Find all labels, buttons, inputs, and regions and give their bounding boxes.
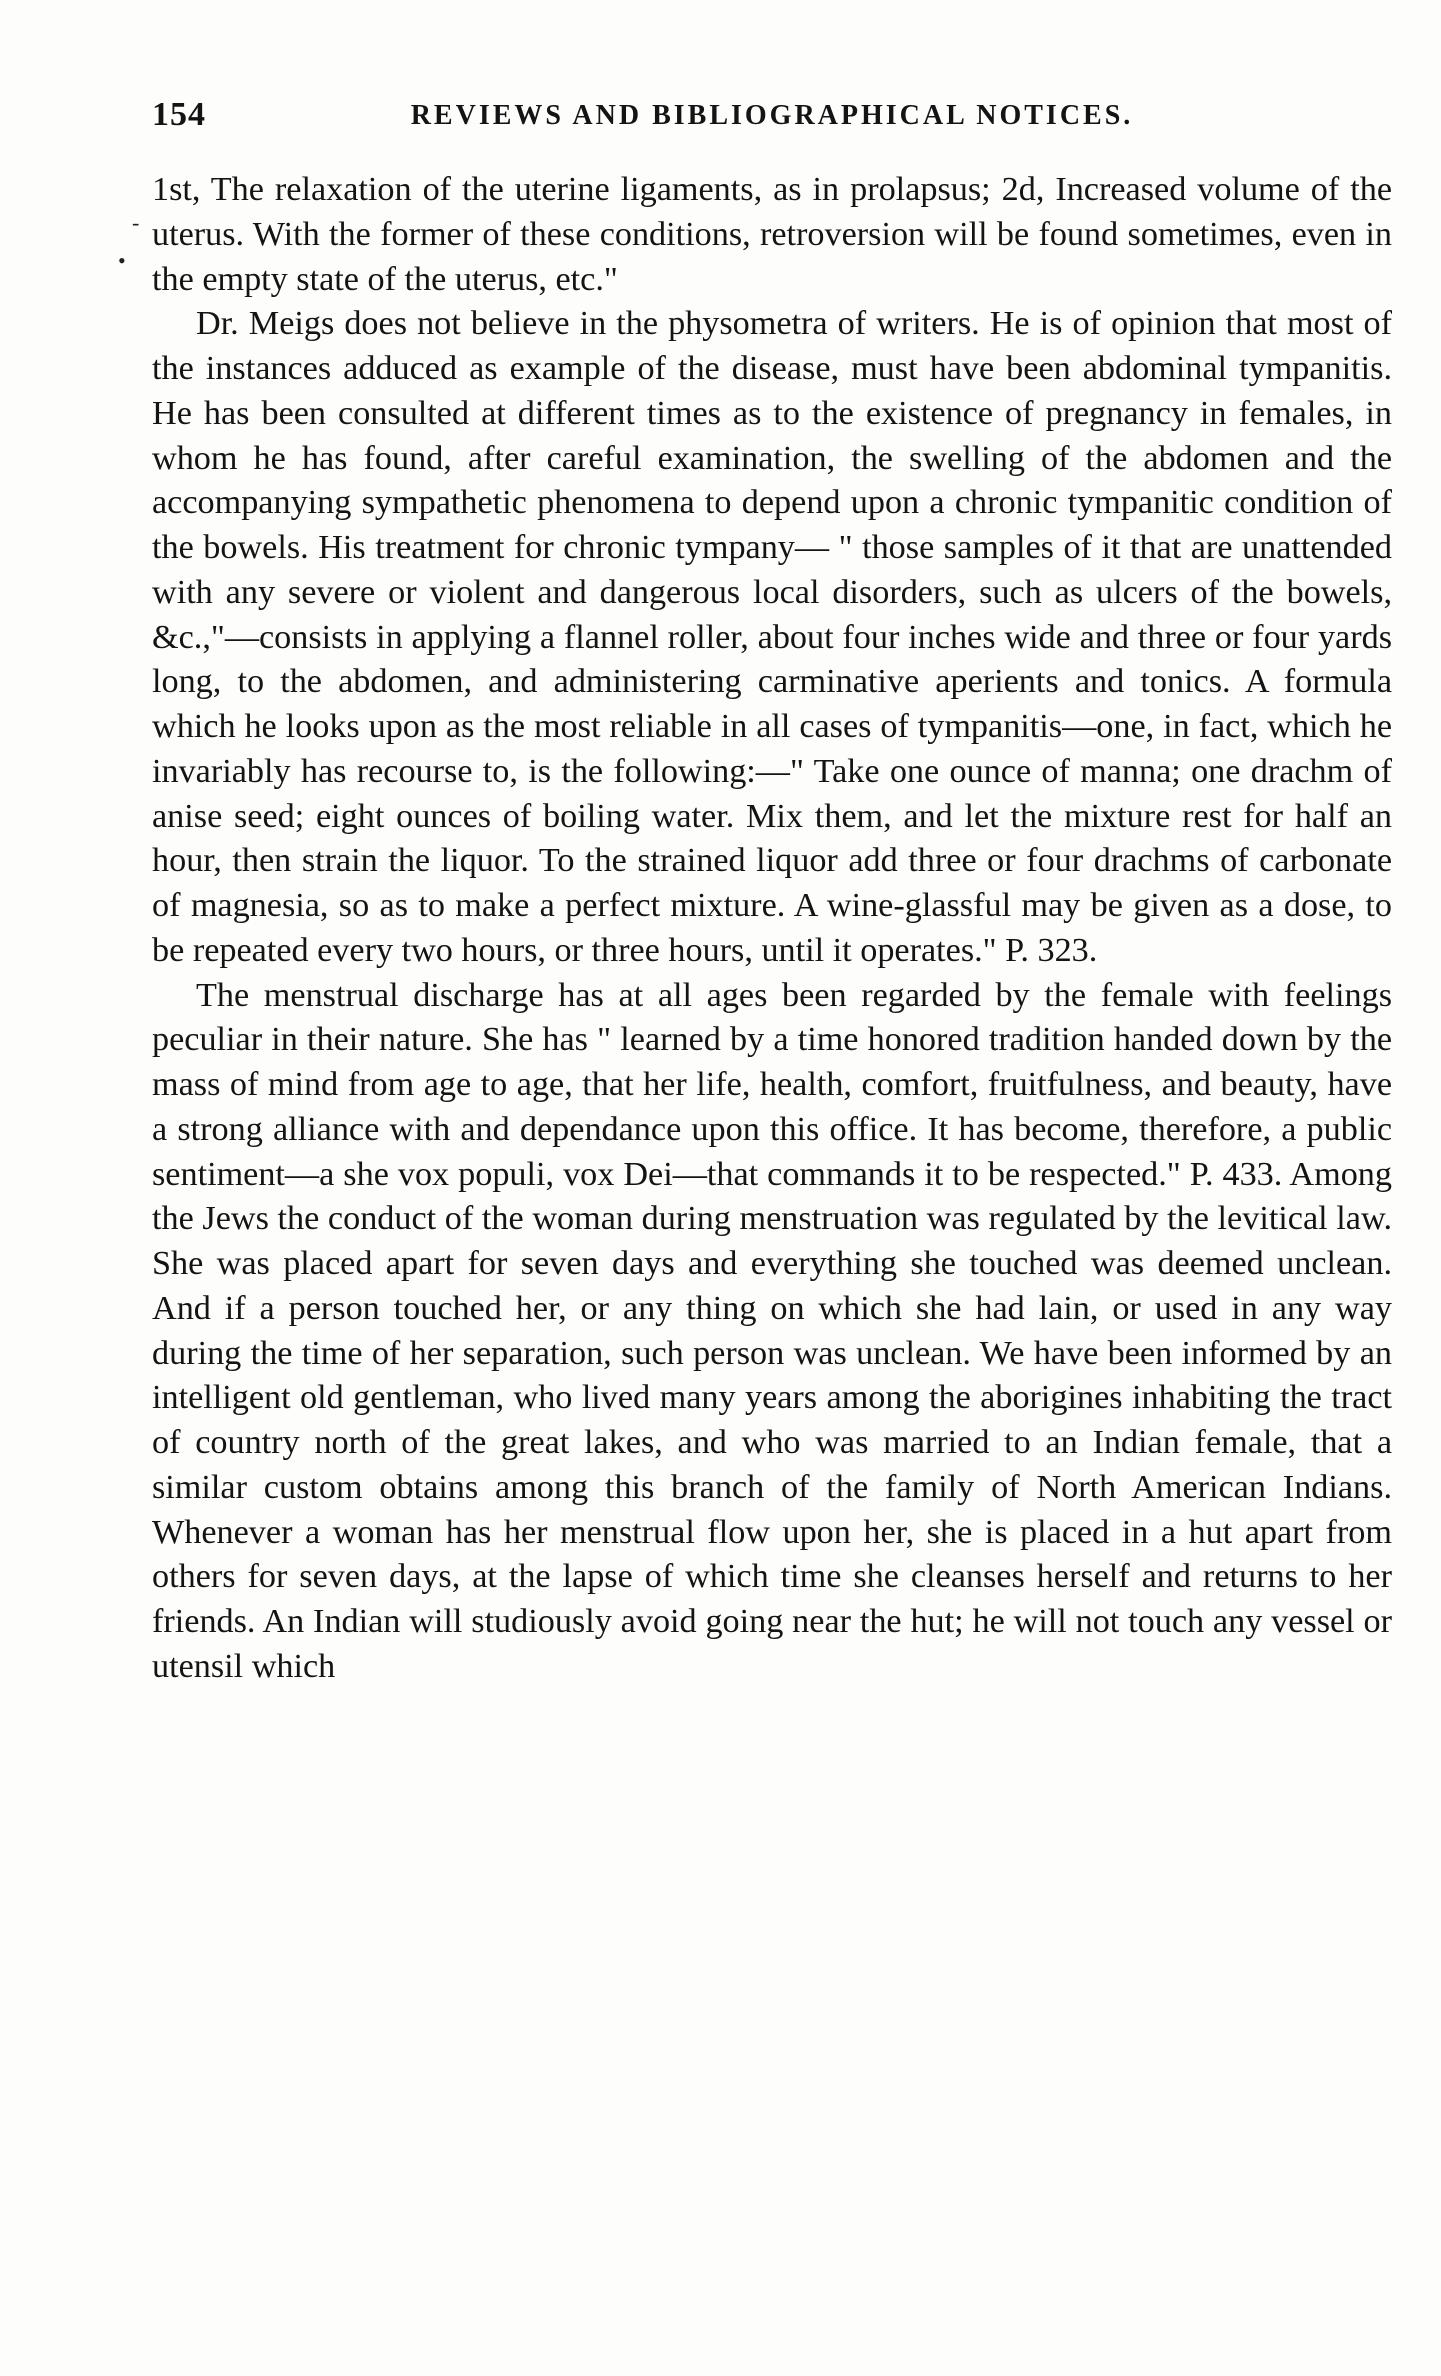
page-number: 154 xyxy=(152,96,206,133)
paragraph-physometra: Dr. Meigs does not believe in the physometra of writers. He is of opinion that most of the instances adduced as example of the disease, must have been abdominal tympanitis. He has been consulted at different times as to the existence of pregnancy in females, in whom he has found, after careful examination, the swelling of the abdomen and the accompanying sympathetic phenomena to depend upon a chronic tympanitic condition of the bowels. His treatment for chronic tympany— " those samples of it that are unattended with any severe or violent and dangerous local disorders, such as ulcers of the bowels, &c.,"—consists in applying a flannel roller, about four inches wide and three or four yards long, to the abdomen, and administering carminative aperients and tonics. A formula which he looks upon as the most reliable in all cases of tympanitis—one, in fact, which he invariably has recourse to, is the following:—" Take one ounce of manna; one drachm of anise seed; eight ounces of boiling water. Mix them, and let the mixture rest for half an hour, then strain the liquor. To the strained liquor add three or four drachms of carbonate of magnesia, so as to make a perfect mixture. A wine-glassful may be given as a dose, to be repeated every two hours, or three hours, until it operates." P. 323. xyxy=(152,305,1392,969)
paragraph-quote-continuation: 1st, The relaxation of the uterine ligaments, as in prolapsus; 2d, Increased volume of the uterus. With the former of these conditions, retroversion will be found sometimes, even in the empty state of the uterus, etc." xyxy=(152,171,1392,298)
paragraph-menstrual: The menstrual discharge has at all ages been regarded by the female with feelings peculiar in their nature. She has " learned by a time honored tradition handed down by the mass of mind from age to age, that her life, health, comfort, fruitfulness, and beauty, have a strong alliance with and dependance upon this office. It has become, therefore, a public sentiment—a she vox populi, vox Dei—that commands it to be respected." P. 433. Among the Jews the conduct of the woman during menstruation was regulated by the levitical law. She was placed apart for seven days and everything she touched was deemed unclean. And if a person touched her, or any thing on which she had lain, or used in any way during the time of her separation, such person was unclean. We have been informed by an intelligent old gentleman, who lived many years among the aborigines inhabiting the tract of country north of the great lakes, and who was married to an Indian female, that a similar custom obtains among this branch of the family of North American Indians. Whenever a woman has her menstrual flow upon her, she is placed in a hut apart from others for seven days, at the lapse of which time she cleanses herself and returns to her friends. An Indian will studiously avoid going near the hut; he will not touch any vessel or utensil which xyxy=(152,976,1392,1685)
running-head: REVIEWS AND BIBLIOGRAPHICAL NOTICES. xyxy=(410,100,1134,131)
page-header xyxy=(152,96,1392,136)
margin-mark: - xyxy=(132,210,140,235)
body-text xyxy=(152,168,1392,1690)
margin-mark: • xyxy=(118,248,126,273)
